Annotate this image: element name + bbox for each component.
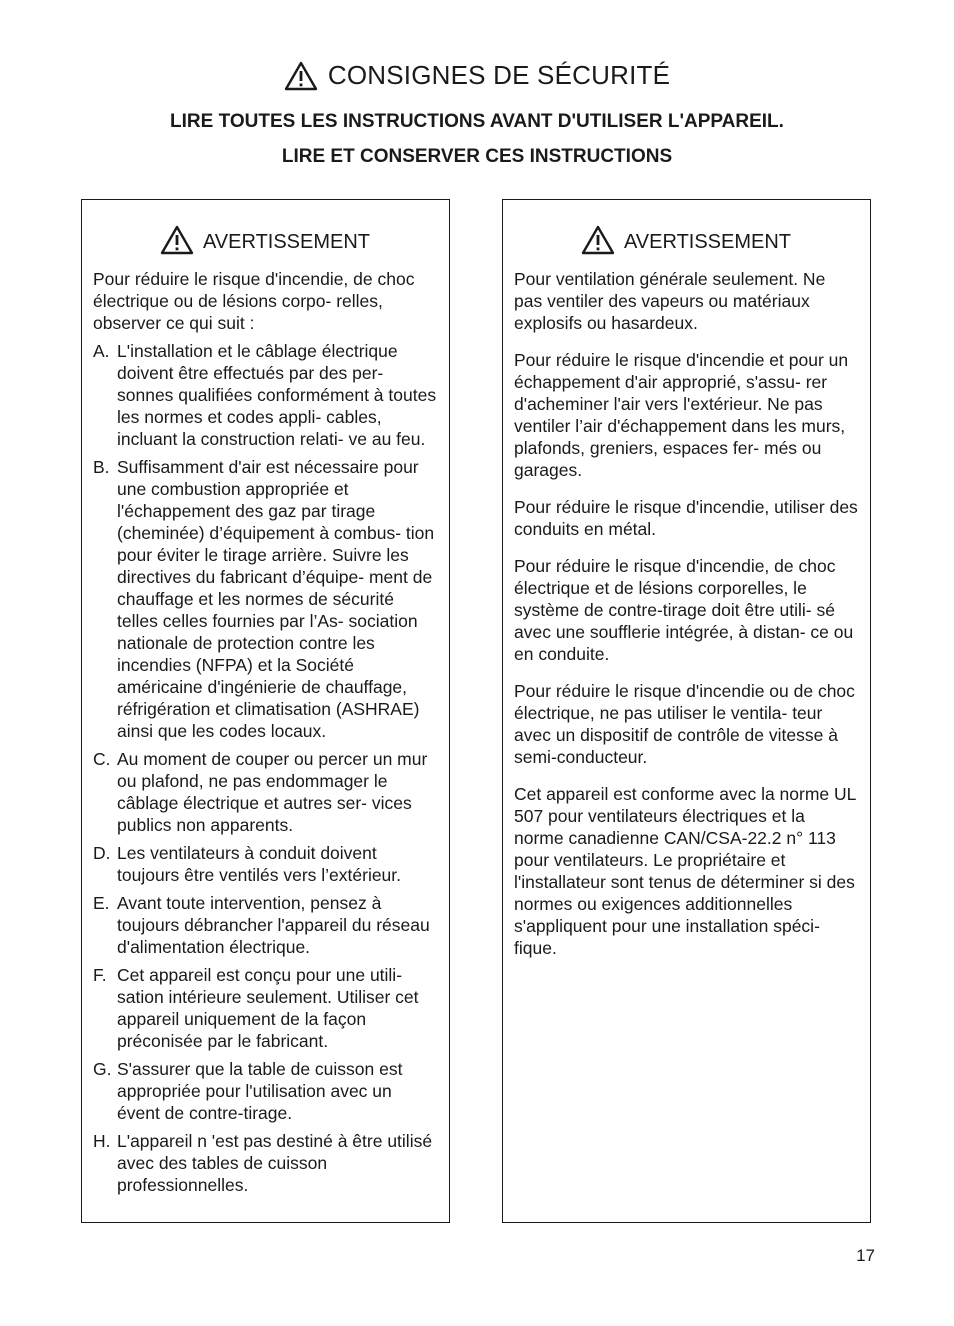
- warning-triangle-icon: [160, 225, 194, 255]
- list-text: L'appareil n 'est pas destiné à être utilisé avec des tables de cuisson professionnelles.: [117, 1131, 433, 1195]
- list-item: [93, 456, 437, 742]
- warning-heading-text: AVERTISSEMENT: [202, 230, 371, 253]
- page-header: [0, 60, 954, 169]
- instruction-line-1: LIRE TOUTES LES INSTRUCTIONS AVANT D'UTILISER L'APPAREIL.: [170, 110, 784, 132]
- list-item: [93, 1130, 437, 1196]
- page-title: [284, 60, 670, 91]
- list-text: Au moment de couper ou percer un mur ou plafond, ne pas endommager le câblage électrique et autres ser- vices publics non apparents.: [117, 749, 428, 835]
- warning-paragraph: Pour réduire le risque d'incendie, utiliser des conduits en métal.: [514, 497, 858, 539]
- warning-paragraph: Pour réduire le risque d'incendie ou de choc électrique, ne pas utiliser le ventila- teur avec un dispositif de contrôle de vitesse à semi-conducteur.: [514, 681, 855, 767]
- instruction-line-2: LIRE ET CONSERVER CES INSTRUCTIONS: [281, 145, 673, 167]
- warning-box-right: [502, 199, 871, 1223]
- warning-paragraph: Cet appareil est conforme avec la norme UL 507 pour ventilateurs électriques et la norme canadienne CAN/CSA-22.2 n° 113 pour ventilateurs. Le propriétaire et l'installateur sont tenus de déterminer si des normes ou exigences additionnelles s'appliquent pour une installation spéci- fique.: [514, 784, 856, 958]
- list-letter: D.: [93, 843, 111, 863]
- warning-heading-text: AVERTISSEMENT: [623, 230, 792, 253]
- list-item: [93, 1058, 437, 1124]
- warning-paragraph: Pour réduire le risque d'incendie, de choc électrique et de lésions corporelles, le système de contre-tirage doit être utili- sé avec une soufflerie intégrée, à distan- ce ou en conduite.: [514, 556, 854, 664]
- list-letter: E.: [93, 893, 110, 913]
- warning-triangle-icon: [284, 61, 318, 91]
- warning-paragraph: Pour ventilation générale seulement. Ne pas ventiler des vapeurs ou matériaux explosifs ou hasardeux.: [514, 269, 826, 333]
- warning-box-left: [81, 199, 450, 1223]
- list-text: Suffisamment d'air est nécessaire pour une combustion appropriée et l'échappement des gaz par tirage (cheminée) d’équipement à combus- tion pour éviter le tirage arrière. Suivre les directives du fabricant d’équipe- ment de chauffage et les normes de sécurité telles celles fournies par l’As- sociation nationale de protection contre les incendies (NFPA) et la Société américaine d'ingénierie de chauffage, réfrigération et climatisation (ASHRAE) ainsi que les codes locaux.: [117, 457, 435, 741]
- warning-heading-left: [93, 228, 437, 256]
- warning-intro: Pour réduire le risque d'incendie, de choc électrique ou de lésions corpo- relles, observer ce qui suit :: [93, 269, 415, 333]
- list-text: L'installation et le câblage électrique doivent être effectués par des per- sonnes qualifiées conformément à toutes les normes et codes appli- cables, incluant la construction relati- ve au feu.: [117, 341, 437, 449]
- list-item: [93, 842, 437, 886]
- list-letter: G.: [93, 1059, 112, 1079]
- list-text: S'assurer que la table de cuisson est appropriée pour l'utilisation avec un évent de contre-tirage.: [117, 1059, 403, 1123]
- list-item: [93, 892, 437, 958]
- list-letter: H.: [93, 1131, 111, 1151]
- list-item: [93, 964, 437, 1052]
- warning-heading-right: [514, 228, 858, 256]
- list-letter: C.: [93, 749, 111, 769]
- page-number: 17: [856, 1246, 875, 1265]
- list-text: Les ventilateurs à conduit doivent toujours être ventilés vers l’extérieur.: [117, 843, 402, 885]
- list-text: Cet appareil est conçu pour une utili- sation intérieure seulement. Utiliser cet appareil uniquement de la façon préconisée par le fabricant.: [117, 965, 419, 1051]
- list-letter: B.: [93, 457, 110, 477]
- list-letter: A.: [93, 341, 110, 361]
- list-letter: F.: [93, 965, 107, 985]
- warning-paragraph: Pour réduire le risque d'incendie et pour un échappement d'air approprié, s'assu- rer d'acheminer l'air vers l'extérieur. Ne pas ventiler l’air d'échappement dans les murs, plafonds, greniers, espaces fer- més ou garages.: [514, 350, 849, 480]
- list-item: [93, 748, 437, 836]
- list-text: Avant toute intervention, pensez à toujours débrancher l'appareil du réseau d'alimentation électrique.: [117, 893, 430, 957]
- warning-triangle-icon: [581, 225, 615, 255]
- page-title-text: CONSIGNES DE SÉCURITÉ: [327, 60, 671, 90]
- list-item: [93, 340, 437, 450]
- safety-list: [93, 340, 437, 1196]
